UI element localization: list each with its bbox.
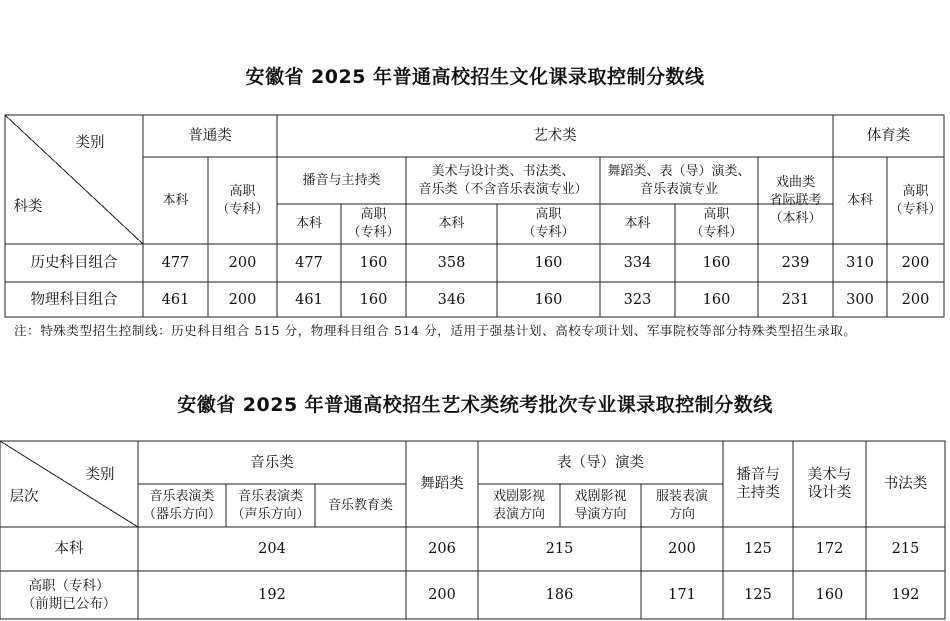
t1-cell: 200 bbox=[228, 291, 257, 308]
table1-title: 安徽省 2025 年普通高校招生文化课录取控制分数线 bbox=[245, 66, 705, 88]
t2-fineart-header: 美术与 设计类 bbox=[807, 467, 852, 501]
table2-title: 安徽省 2025 年普通高校招生艺术类统考批次专业课录取控制分数线 bbox=[177, 394, 773, 416]
t1-cell: 461 bbox=[295, 291, 323, 308]
t1-cell: 160 bbox=[534, 291, 563, 308]
t2-cell: 186 bbox=[545, 587, 574, 603]
t1-broadcast-header: 播音与主持类 bbox=[302, 172, 381, 188]
t2-dance-header: 舞蹈类 bbox=[420, 476, 464, 492]
t1-general-header: 普通类 bbox=[188, 128, 232, 144]
t1-opera-header: 戏曲类 省际联考 （本科） bbox=[769, 174, 822, 226]
t2-music-vocal: 音乐表演类 （声乐方向） bbox=[231, 488, 310, 522]
t1-fineart-vocational: 高职 （专科） bbox=[522, 207, 575, 240]
t1-sports-header: 体育类 bbox=[866, 128, 911, 144]
t2-cell: 125 bbox=[744, 541, 772, 557]
t1-cell: 323 bbox=[623, 291, 652, 308]
t2-cell: 200 bbox=[668, 541, 696, 557]
t2-cell: 192 bbox=[258, 587, 286, 603]
t1-cell: 200 bbox=[228, 255, 257, 271]
t1-cell: 231 bbox=[781, 291, 810, 308]
t1-cell: 461 bbox=[161, 291, 190, 308]
t2-cell: 200 bbox=[428, 587, 456, 603]
t1-cell: 160 bbox=[534, 255, 563, 271]
t2-cell: 206 bbox=[428, 541, 456, 557]
t1-dance-header: 舞蹈类、表（导）演类、 音乐表演专业 bbox=[607, 163, 751, 197]
t1-fineart-header: 美术与设计类、书法类、 音乐类（不含音乐表演专业） bbox=[418, 163, 588, 197]
t1-cell: 477 bbox=[295, 255, 323, 271]
t2-music-header: 音乐类 bbox=[250, 454, 294, 471]
t2-calligraphy-header: 书法类 bbox=[883, 476, 928, 492]
t2-costume: 服装表演 方向 bbox=[655, 488, 708, 522]
t2-row-label: 高职（专科） （前期已公布） bbox=[21, 578, 117, 612]
t1-cell: 239 bbox=[781, 255, 810, 271]
t2-performance-header: 表（导）演类 bbox=[557, 454, 644, 471]
t1-broadcast-vocational: 高职 （专科） bbox=[347, 207, 400, 240]
t1-cell: 334 bbox=[623, 255, 652, 271]
t1-cell: 160 bbox=[702, 255, 731, 271]
t1-row-label: 历史科目组合 bbox=[30, 255, 118, 271]
t2-cell: 192 bbox=[891, 587, 920, 603]
t2-category-label: 类别 bbox=[85, 467, 115, 483]
t1-row-label: 物理科目组合 bbox=[30, 291, 118, 308]
t1-cell: 346 bbox=[437, 291, 466, 308]
t1-cell: 477 bbox=[161, 255, 190, 271]
t1-cell: 160 bbox=[359, 291, 388, 308]
t1-broadcast-undergrad: 本科 bbox=[295, 216, 322, 231]
t2-drama-dir: 戏剧影视 导演方向 bbox=[574, 488, 627, 522]
t1-cell: 300 bbox=[846, 291, 874, 308]
t2-cell: 172 bbox=[815, 541, 844, 557]
t2-row-label: 本科 bbox=[54, 541, 84, 557]
t1-general-undergrad: 本科 bbox=[162, 192, 189, 208]
t1-subject-group-label: 科类 bbox=[13, 199, 43, 215]
t1-sports-vocational: 高职 （专科） bbox=[889, 183, 942, 217]
t2-broadcast-header: 播音与 主持类 bbox=[736, 467, 780, 501]
t2-cell: 125 bbox=[744, 587, 772, 603]
t1-cell: 160 bbox=[702, 291, 731, 308]
t1-cell: 200 bbox=[901, 255, 930, 271]
t1-art-header: 艺术类 bbox=[533, 128, 577, 144]
t1-dance-undergrad: 本科 bbox=[624, 216, 651, 231]
t1-general-vocational: 高职 （专科） bbox=[216, 183, 269, 217]
t1-cell: 358 bbox=[437, 255, 466, 271]
t1-sports-undergrad: 本科 bbox=[846, 192, 873, 208]
t2-music-instrument: 音乐表演类 （器乐方向） bbox=[142, 488, 221, 522]
t2-cell: 215 bbox=[545, 541, 574, 557]
t2-cell: 204 bbox=[258, 541, 286, 557]
t2-drama-perf: 戏剧影视 表演方向 bbox=[492, 488, 545, 522]
t2-music-edu: 音乐教育类 bbox=[327, 497, 393, 513]
t1-fineart-undergrad: 本科 bbox=[438, 216, 465, 231]
t1-cell: 310 bbox=[846, 255, 874, 271]
t1-cell: 200 bbox=[901, 291, 930, 308]
t2-cell: 171 bbox=[668, 587, 696, 603]
t2-cell: 215 bbox=[891, 541, 920, 557]
t1-category-label: 类别 bbox=[75, 135, 105, 151]
t1-footnote: 注：特殊类型招生控制线：历史科目组合 515 分，物理科目组合 514 分，适用于强基计划、高校专项计划、军事院校等部分特殊类型招生录取。 bbox=[14, 323, 857, 338]
t1-cell: 160 bbox=[359, 255, 388, 271]
t1-dance-vocational: 高职 （专科） bbox=[690, 207, 743, 240]
t2-cell: 160 bbox=[815, 587, 844, 603]
t2-level-label: 层次 bbox=[9, 489, 39, 505]
